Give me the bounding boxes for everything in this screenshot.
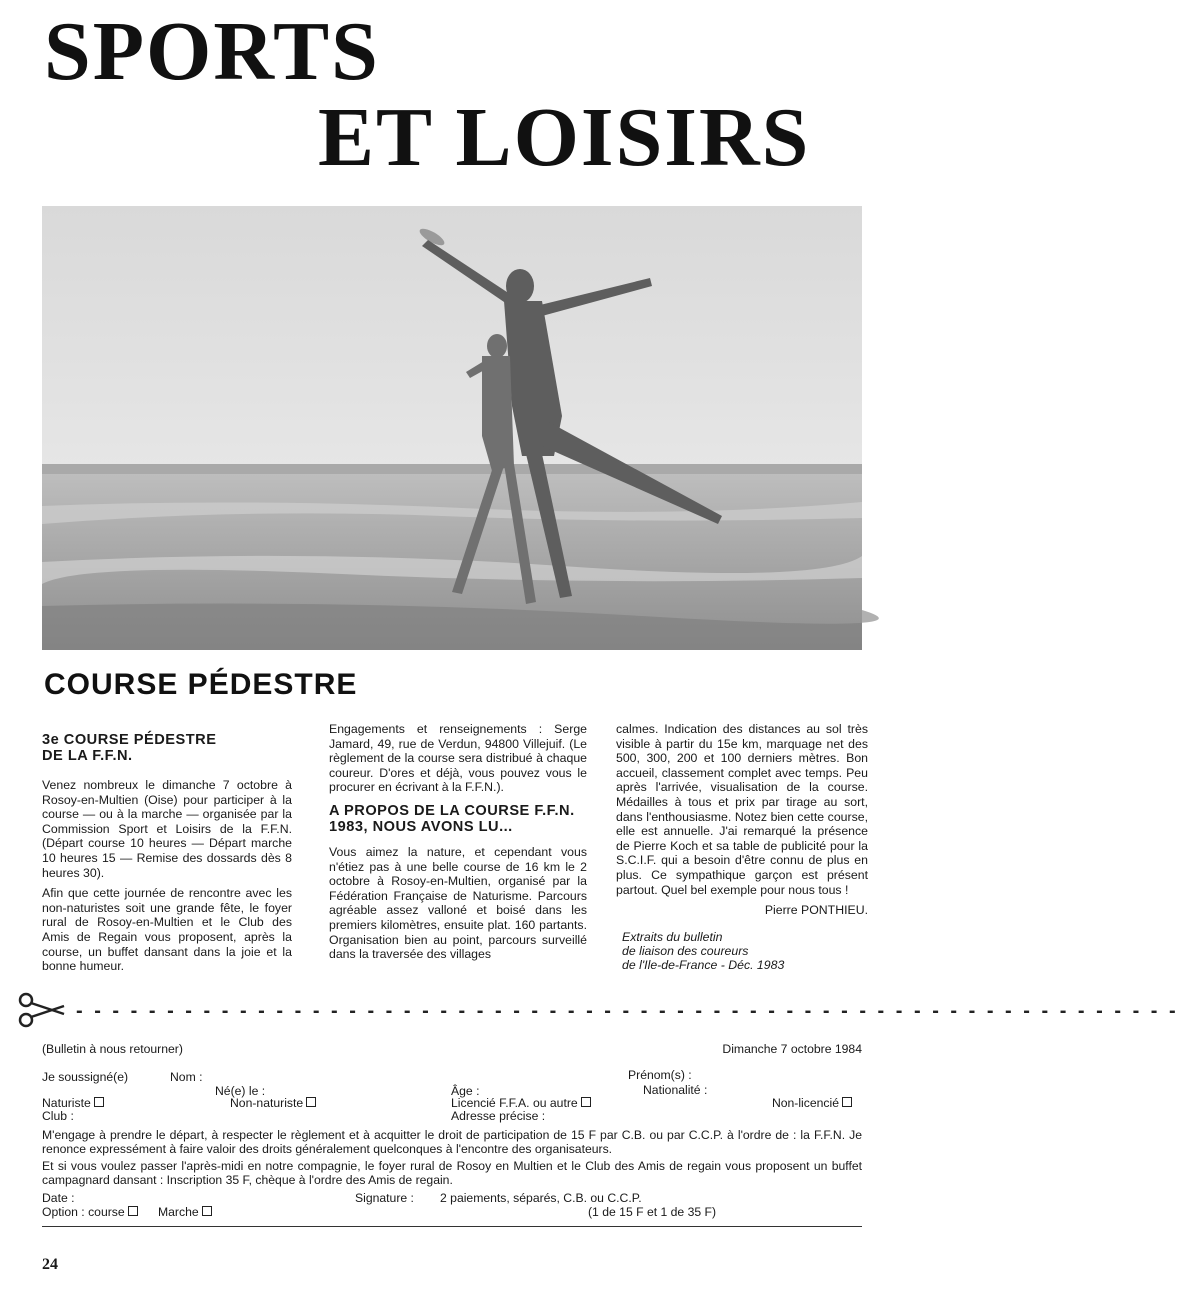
cut-dashes: - - - - - - - - - - - - - - - - - - - - - - - - - - - - - - - - - - - - - - - - - - - - - - - - - - - - - - - - - - - - - xyxy=(76,1000,1179,1022)
checkbox-icon[interactable] xyxy=(581,1097,591,1107)
paragraph: Vous aimez la nature, et cependant vous n'étiez pas à une belle course de 16 km le 2 octobre à Rosoy-en-Multien, organisé par la Fédération Française de Naturisme. Parcours agréable assez valloné et boisé dans les premiers kilomètres, ensuite plat. 160 partants. Organisation bien au point, parcours surveillé dans la traversée des villages xyxy=(329,844,587,962)
age-field[interactable]: Âge : xyxy=(451,1084,480,1098)
return-note: (Bulletin à nous retourner) xyxy=(42,1042,183,1056)
option-marche[interactable] xyxy=(158,1205,212,1219)
source-citation xyxy=(622,930,868,973)
birthdate-field[interactable]: Né(e) le : xyxy=(215,1084,266,1098)
option-course[interactable] xyxy=(42,1205,138,1219)
checkbox-icon[interactable] xyxy=(202,1206,212,1216)
non-naturiste-label: Non-naturiste xyxy=(230,1096,304,1110)
naturiste-label: Naturiste xyxy=(42,1096,91,1110)
option-course-label: Option : course xyxy=(42,1205,125,1219)
subheading-course xyxy=(42,732,292,764)
checkbox-icon[interactable] xyxy=(128,1206,138,1216)
subheading-line-1: 3e COURSE PÉDESTRE xyxy=(42,732,217,748)
paragraph: Afin que cette journée de rencontre avec les non-naturistes soit une grande fête, le foyer rural de Rosoy-en-Multien et le Club des Amis de Regain vous proposent, après la course, un buffet dansant dans la joie et la bonne humeur. xyxy=(42,886,292,974)
subheading-review: A PROPOS DE LA COURSE F.F.N. 1983, NOUS AVONS LU... xyxy=(329,802,575,835)
author-signature: Pierre PONTHIEU. xyxy=(764,903,868,918)
scissors-icon xyxy=(16,990,66,1030)
beach-photo-illustration xyxy=(42,206,862,650)
checkbox-icon[interactable] xyxy=(306,1097,316,1107)
signature-field[interactable]: Signature : xyxy=(355,1191,414,1205)
licencie-option[interactable] xyxy=(451,1096,591,1110)
paragraph: Engagements et renseignements : Serge Jamard, 49, rue de Verdun, 94800 Villejuif. (Le règlement de la course sera distribué à chaque coureur. D'ores et déjà, vous pouvez vous le procurer en écrivant à la F.F.N.). xyxy=(329,722,587,795)
checkbox-icon[interactable] xyxy=(842,1097,852,1107)
page-number: 24 xyxy=(42,1256,58,1273)
event-date: Dimanche 7 octobre 1984 xyxy=(722,1042,862,1056)
date-field[interactable]: Date : xyxy=(42,1191,75,1205)
masthead-line-1: SPORTS xyxy=(44,5,380,98)
beach-photo xyxy=(42,206,862,650)
nationality-field[interactable]: Nationalité : xyxy=(643,1083,708,1097)
paragraph: calmes. Indication des distances au sol très visible à partir du 15e km, marquage net des 500, 300, 200 et 100 derniers mètres. Bon accueil, classement complet avec temps. Peu après l'arrivée, visualisation de la course. Médailles à tous et prix par tirage au sort, dans l'enthousiasme. Notez bien cette course, elle est annuelle. J'ai remarqué la présence de Pierre Koch et sa table de publicité pour la S.C.I.F. qui a besoin d'être connu de plus en plus. Ce sympathique garçon est présent partout. Quel bel exemple pour nous tous ! xyxy=(616,722,868,897)
non-naturiste-option[interactable] xyxy=(230,1096,316,1110)
club-field[interactable]: Club : xyxy=(42,1109,74,1123)
undersigned-label: Je soussigné(e) xyxy=(42,1070,129,1084)
citation-line: Extraits du bulletin xyxy=(622,929,723,944)
citation-line: de l'Ile-de-France - Déc. 1983 xyxy=(622,958,785,973)
payments-detail: (1 de 15 F et 1 de 35 F) xyxy=(588,1205,717,1219)
afternoon-text: Et si vous voulez passer l'après-midi en notre compagnie, le foyer rural de Rosoy en Multien et le Club des Amis de regain vous proposent un buffet campagnard dansant : Inscription 35 F, chèque à l'ordre des Amis de regain. xyxy=(42,1159,862,1187)
engagement-text: M'engage à prendre le départ, à respecter le règlement et à acquitter le droit de participation de 15 F par C.B. ou par C.C.P. à l'ordre de : la F.F.N. Je renonce expressément à faire valoir des droits généralement quelconques à l'encontre des organisateurs. xyxy=(42,1128,862,1156)
section-title: COURSE PÉDESTRE xyxy=(44,668,358,701)
paragraph: Venez nombreux le dimanche 7 octobre à Rosoy-en-Multien (Oise) pour participer à la course — ou à la marche — organisée par la Commission Sport et Loisirs de la F.F.N. (Départ course 10 heures — Départ marche 10 heures 15 — Remise des dossards dès 8 heures 30). xyxy=(42,778,292,880)
cut-line xyxy=(16,990,1179,1030)
option-marche-label: Marche xyxy=(158,1205,199,1219)
payments-note: 2 paiements, séparés, C.B. ou C.C.P. xyxy=(440,1191,642,1205)
nom-field[interactable]: Nom : xyxy=(170,1070,203,1084)
article-column-1 xyxy=(42,722,292,980)
address-field[interactable]: Adresse précise : xyxy=(451,1109,546,1123)
non-licencie-option[interactable] xyxy=(772,1096,852,1110)
licencie-label: Licencié F.F.A. ou autre xyxy=(451,1096,578,1110)
citation-line: de liaison des coureurs xyxy=(622,943,749,958)
non-licencie-label: Non-licencié xyxy=(771,1096,839,1110)
form-bottom-rule xyxy=(42,1226,862,1227)
naturiste-option[interactable] xyxy=(42,1096,104,1110)
prenom-field[interactable]: Prénom(s) : xyxy=(628,1068,692,1082)
masthead-line-2: ET LOISIRS xyxy=(318,91,811,184)
article-column-3 xyxy=(616,722,868,972)
checkbox-icon[interactable] xyxy=(94,1097,104,1107)
subheading-line-2: DE LA F.F.N. xyxy=(42,748,133,764)
article-column-2 xyxy=(329,722,587,968)
